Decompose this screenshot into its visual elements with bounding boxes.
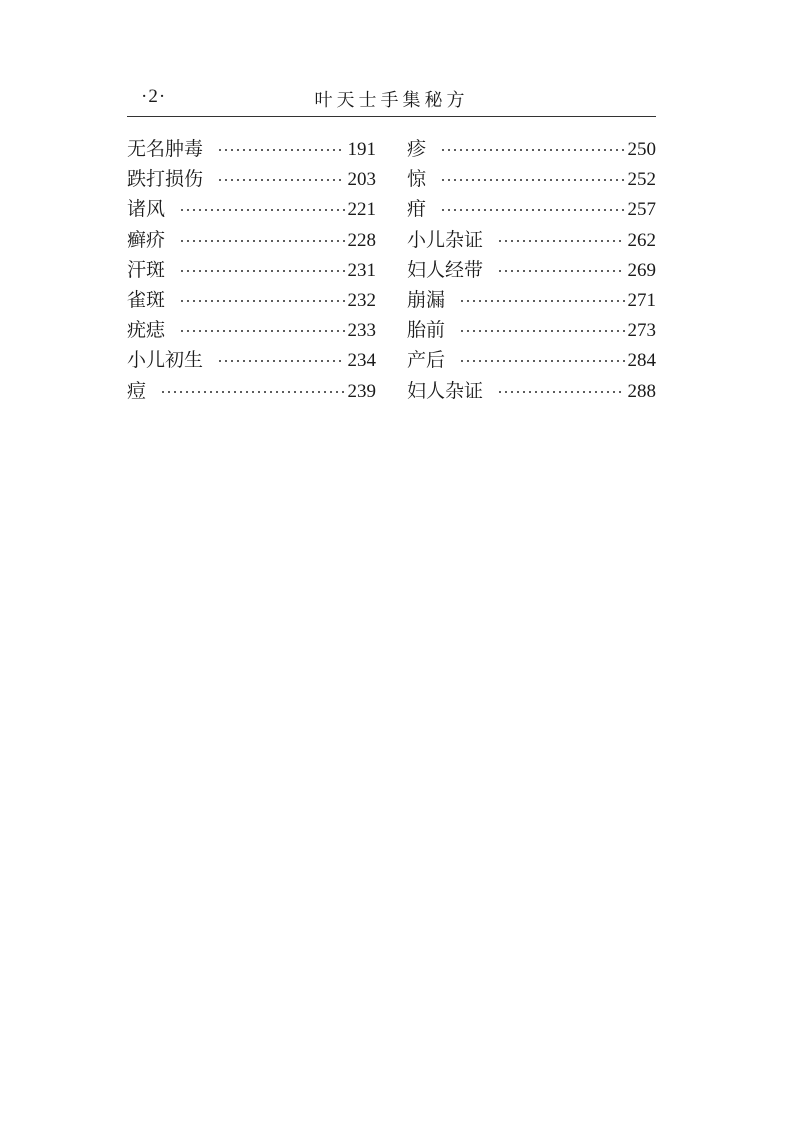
dot-leader [179,239,344,243]
toc-entry [127,315,376,345]
entry-page-number: 231 [347,259,376,281]
entry-page-number: 273 [627,320,656,342]
entry-page-number: 288 [627,380,656,402]
entry-title: 妇人杂证 [407,379,484,402]
toc-entry [127,376,376,406]
entry-title: 汗斑 [127,258,166,281]
dot-leader [179,299,344,303]
book-title: 叶天士手集秘方 [314,90,469,111]
entry-page-number: 262 [627,229,656,251]
dot-leader [217,178,344,182]
entry-title: 妇人经带 [407,258,484,281]
toc-entry [407,164,656,194]
toc-entry [407,225,656,255]
entry-page-number: 239 [347,380,376,402]
entry-title: 胎前 [407,319,446,342]
entry-page-number: 252 [627,169,656,191]
toc-entry [407,285,656,315]
entry-page-number: 271 [627,289,656,311]
entry-title: 疳 [407,198,427,221]
toc-entry [407,194,656,224]
toc-entry [407,255,656,285]
entry-title: 小儿初生 [127,349,204,372]
entry-title: 小儿杂证 [407,228,484,251]
dot-leader [459,329,624,333]
entry-title: 雀斑 [127,288,166,311]
entry-page-number: 221 [347,199,376,221]
dot-leader [179,269,344,273]
toc-entry [127,225,376,255]
entry-page-number: 203 [347,169,376,191]
dot-leader [440,178,624,182]
dot-leader [217,359,344,363]
dot-leader [440,208,624,212]
toc-entry [127,345,376,375]
dot-leader [497,390,624,394]
toc-entry [127,194,376,224]
entry-title: 癣疥 [127,228,166,251]
entry-page-number: 250 [627,139,656,160]
entry-page-number: 284 [627,350,656,372]
toc-entry [407,315,656,345]
dot-leader [179,329,344,333]
toc-entry [127,134,376,164]
dot-leader [440,148,624,152]
entry-page-number: 257 [627,199,656,221]
entry-title: 痘 [127,379,147,402]
dot-leader [459,299,624,303]
toc-entry [407,134,656,164]
entry-title: 疣痣 [127,319,166,342]
toc-entry [127,285,376,315]
dot-leader [497,269,624,273]
toc-column-left [127,134,376,406]
toc-entry [407,376,656,406]
toc-column-right [407,134,656,406]
toc-entry [127,164,376,194]
entry-page-number: 228 [347,229,376,251]
entry-page-number: 233 [347,320,376,342]
dot-leader [179,208,344,212]
entry-page-number: 269 [627,259,656,281]
dot-leader [497,239,624,243]
entry-title: 跌打损伤 [127,168,204,191]
entry-title: 疹 [407,138,427,160]
entry-page-number: 232 [347,289,376,311]
entry-title: 产后 [407,349,446,372]
entry-title: 无名肿毒 [127,138,204,160]
dot-leader [459,359,624,363]
entry-page-number: 191 [347,139,376,160]
entry-title: 惊 [407,168,427,191]
entry-title: 诸风 [127,198,166,221]
dot-leader [160,390,344,394]
toc-entry [407,345,656,375]
dot-leader [217,148,344,152]
entry-title: 崩漏 [407,288,446,311]
header-rule [127,116,656,117]
toc-entry [127,255,376,285]
entry-page-number: 234 [347,350,376,372]
running-header [127,84,656,114]
page-number: ·2· [141,86,167,107]
